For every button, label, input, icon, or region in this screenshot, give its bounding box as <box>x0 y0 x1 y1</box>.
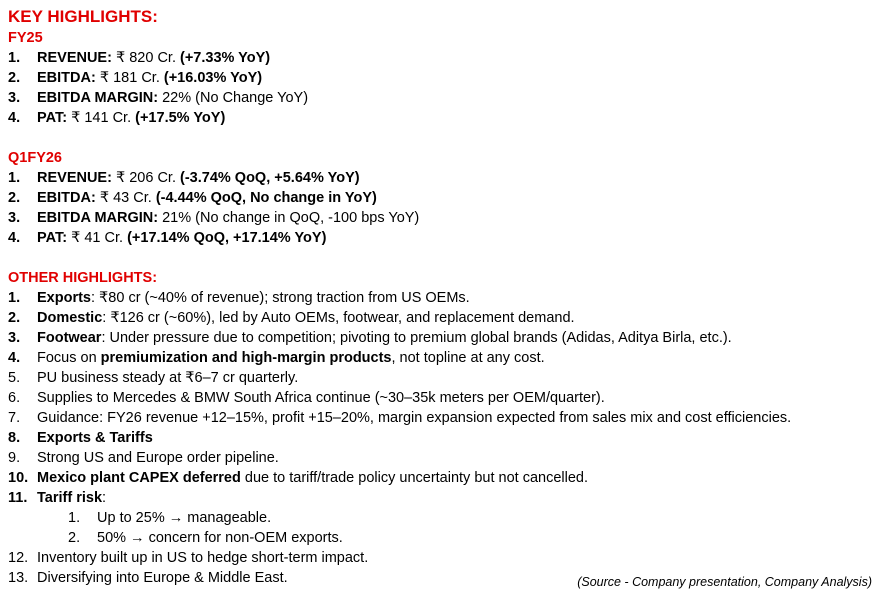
item-text: 50% → concern for non-OEM exports. <box>97 530 343 546</box>
item-text: Focus on <box>37 350 101 366</box>
highlight-item <box>8 448 878 468</box>
metric-label: REVENUE: <box>37 50 112 66</box>
highlight-item <box>8 408 878 428</box>
item-text: Strong US and Europe order pipeline. <box>37 450 279 466</box>
metric-label: EBITDA: <box>37 190 96 206</box>
highlight-item <box>8 508 878 528</box>
item-bold-text: Domestic <box>37 310 103 326</box>
item-text: PU business steady at ₹6–7 cr quarterly. <box>37 370 299 386</box>
item-text: , not topline at any cost. <box>391 350 545 366</box>
item-text: : Under pressure due to competition; pivoting to premium global brands (Adidas, Aditya Birla, etc.). <box>101 330 732 346</box>
document-page <box>8 6 878 588</box>
item-number: 3. <box>8 210 21 226</box>
item-text: Inventory built up in US to hedge short-term impact. <box>37 550 369 566</box>
metric-label: EBITDA MARGIN: <box>37 210 159 226</box>
metric-item <box>8 88 878 108</box>
highlight-item <box>8 548 878 568</box>
item-number: 4. <box>8 230 21 246</box>
item-number: 3. <box>8 90 21 106</box>
item-number: 1. <box>8 290 21 306</box>
item-text: due to tariff/trade policy uncertainty but not cancelled. <box>240 470 588 486</box>
q1fy26-heading: Q1FY26 <box>8 150 62 166</box>
metric-label: PAT: <box>37 110 68 126</box>
metric-label: REVENUE: <box>37 170 112 186</box>
item-number: 1. <box>8 170 21 186</box>
item-number: 2. <box>68 530 81 546</box>
other-highlights-list <box>8 288 878 588</box>
metric-item <box>8 228 878 248</box>
item-bold-text: Exports & Tariffs <box>37 430 153 446</box>
metric-change: (+17.5% YoY) <box>135 110 226 126</box>
metric-change: (-3.74% QoQ, +5.64% YoY) <box>180 170 360 186</box>
highlight-item <box>8 468 878 488</box>
item-bold-text: Exports <box>37 290 91 306</box>
highlight-item <box>8 388 878 408</box>
metric-change: (+7.33% YoY) <box>180 50 271 66</box>
item-number: 10. <box>8 470 29 486</box>
item-number: 3. <box>8 330 21 346</box>
item-text: Diversifying into Europe & Middle East. <box>37 570 288 586</box>
item-text: : <box>102 490 107 506</box>
highlight-item <box>8 368 878 388</box>
metric-label: EBITDA: <box>37 70 96 86</box>
highlight-item <box>8 308 878 328</box>
highlight-item <box>8 528 878 548</box>
metric-value: ₹ 181 Cr. <box>95 70 164 86</box>
metric-value: ₹ 820 Cr. <box>111 50 180 66</box>
item-number: 1. <box>68 510 81 526</box>
item-number: 4. <box>8 350 21 366</box>
key-highlights-title: KEY HIGHLIGHTS: <box>8 7 158 26</box>
metric-value: ₹ 43 Cr. <box>95 190 156 206</box>
item-number: 7. <box>8 410 21 426</box>
item-number: 11. <box>8 490 28 506</box>
metric-value: 22% (No Change YoY) <box>158 90 309 106</box>
source-note: (Source - Company presentation, Company Analysis) <box>577 575 872 589</box>
item-bold-text: premiumization and high-margin products <box>100 350 392 366</box>
item-number: 6. <box>8 390 21 406</box>
item-number: 4. <box>8 110 21 126</box>
item-number: 2. <box>8 190 21 206</box>
item-text: : ₹80 cr (~40% of revenue); strong traction from US OEMs. <box>91 290 470 306</box>
metric-change: (+16.03% YoY) <box>163 70 263 86</box>
metric-item <box>8 108 878 128</box>
metric-change: (+17.14% QoQ, +17.14% YoY) <box>127 230 327 246</box>
metric-item <box>8 68 878 88</box>
item-number: 1. <box>8 50 21 66</box>
metric-item <box>8 188 878 208</box>
item-number: 2. <box>8 310 21 326</box>
other-highlights-heading: OTHER HIGHLIGHTS: <box>8 270 158 286</box>
item-text: Up to 25% → manageable. <box>97 510 272 526</box>
metric-item <box>8 48 878 68</box>
item-number: 5. <box>8 370 21 386</box>
metric-label: PAT: <box>37 230 68 246</box>
highlight-item <box>8 428 878 448</box>
fy25-list <box>8 48 878 128</box>
fy25-heading: FY25 <box>8 30 43 46</box>
item-number: 2. <box>8 70 21 86</box>
metric-change: (-4.44% QoQ, No change in YoY) <box>155 190 377 206</box>
metric-item <box>8 168 878 188</box>
metric-value: ₹ 206 Cr. <box>111 170 180 186</box>
item-text: Supplies to Mercedes & BMW South Africa continue (~30–35k meters per OEM/quarter). <box>37 390 605 406</box>
item-bold-text: Tariff risk <box>37 490 103 506</box>
item-text: : ₹126 cr (~60%), led by Auto OEMs, footwear, and replacement demand. <box>102 310 575 326</box>
highlight-item <box>8 328 878 348</box>
q1fy26-list <box>8 168 878 248</box>
item-number: 12. <box>8 550 29 566</box>
metric-label: EBITDA MARGIN: <box>37 90 159 106</box>
item-number: 13. <box>8 570 29 586</box>
highlight-item <box>8 488 878 508</box>
metric-item <box>8 208 878 228</box>
item-number: 9. <box>8 450 21 466</box>
metric-value: ₹ 41 Cr. <box>67 230 128 246</box>
metric-value: ₹ 141 Cr. <box>67 110 136 126</box>
item-text: Guidance: FY26 revenue +12–15%, profit +15–20%, margin expansion expected from sales mix and cost efficiencies. <box>37 410 792 426</box>
item-bold-text: Footwear <box>37 330 102 346</box>
item-bold-text: Mexico plant CAPEX deferred <box>37 470 241 486</box>
item-number: 8. <box>8 430 21 446</box>
metric-value: 21% (No change in QoQ, -100 bps YoY) <box>158 210 420 226</box>
highlight-item <box>8 348 878 368</box>
highlight-item <box>8 288 878 308</box>
